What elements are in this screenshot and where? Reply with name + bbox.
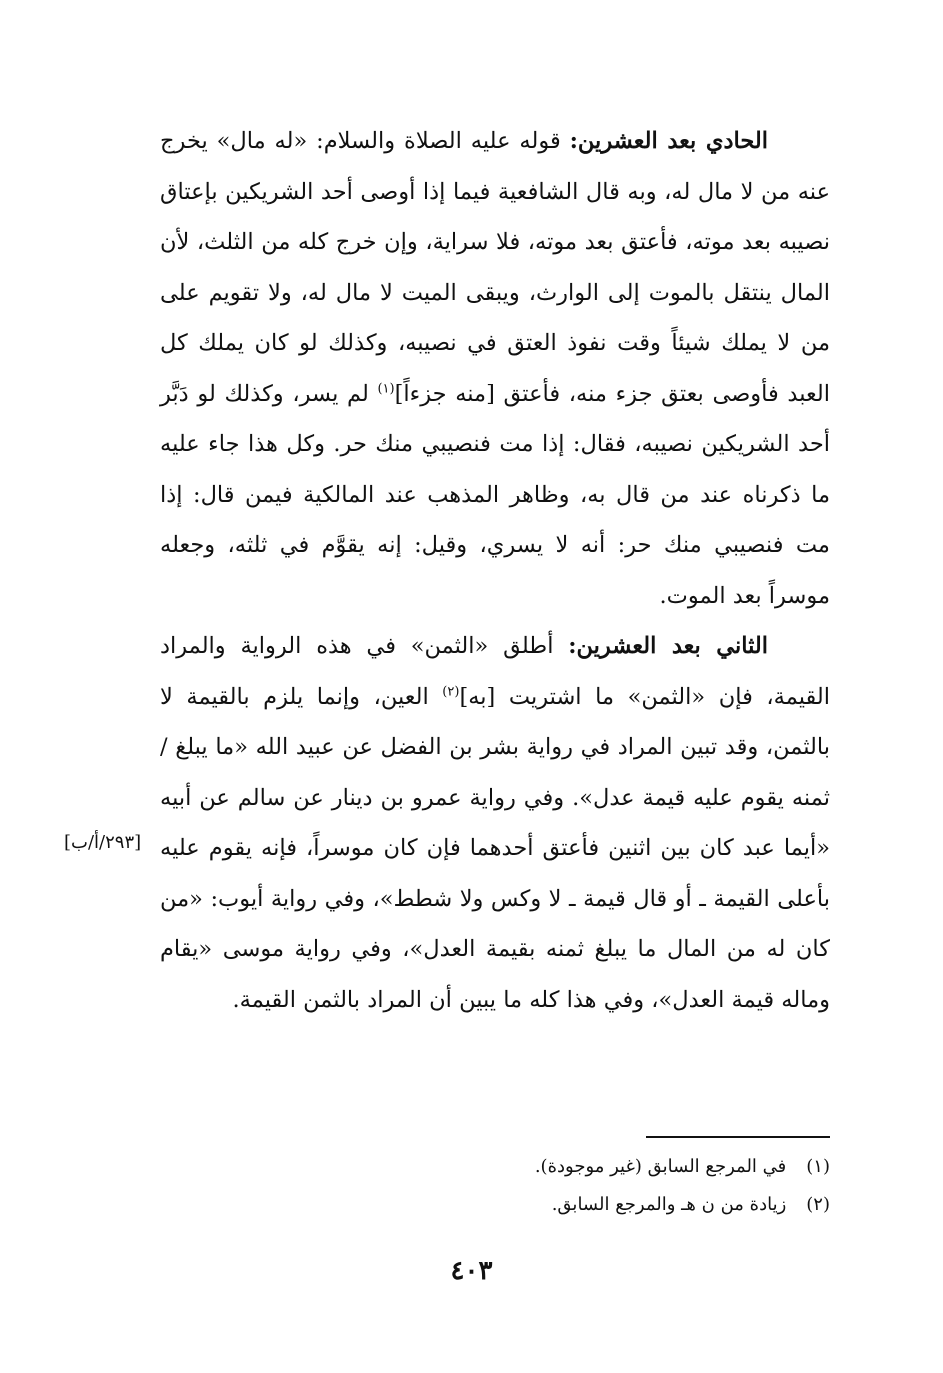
footnote-1-text: في المرجع السابق (غير موجودة). [534,1156,787,1177]
footnote-ref-1: (١) [377,381,395,396]
paragraph-1 [160,116,830,621]
footnote-separator [646,1136,830,1138]
footnotes [300,1148,830,1224]
paragraph-1-heading: الحادي بعد العشرين: [569,128,768,154]
footnote-2 [300,1186,830,1224]
main-text [160,116,830,1025]
paragraph-2-text-continued: العين، وإنما يلزم بالقيمة لا بالثمن، وقد تبين المراد في رواية بشر بن الفضل عن عبيد الله «ما يبلغ / ثمنه يقوم عليه قيمة عدل». وفي رواية عمرو بن دينار عن سالم عن أبيه «أيما عبد كان بين اثنين فأعتق أحدهما فإن كان موسراً، فإنه يقوم عليه بأعلى القيمة ـ أو قال قيمة ـ لا وكس ولا شطط»، وفي رواية أيوب: «من كان له من المال ما يبلغ ثمنه بقيمة العدل»، وفي رواية موسى «يقام وماله قيمة العدل»، وفي هذا كله ما يبين أن المراد بالثمن القيمة. [160,683,830,1013]
manuscript-folio-marker: [٢٩٣/أ/ب] [64,832,142,853]
paragraph-2 [160,621,830,1025]
page-number: ٤٠٣ [450,1256,493,1286]
footnote-2-number: (٢) [806,1194,830,1215]
paragraph-2-text: أطلق «الثمن» في هذه الرواية والمراد القيمة، فإن «الثمن» ما اشتريت [به] [160,633,830,710]
footnote-ref-2: (٢) [442,684,460,699]
paragraph-1-text-continued: لم يسر، وكذلك لو دَبَّر أحد الشريكين نصيبه، فقال: إذا مت فنصيبي منك حر. وكل هذا جاء عليه ما ذكرناه عند من قال به، وظاهر المذهب عند المالكية فيمن قال: إذا مت فنصيبي منك حر: أنه لا يسري، وقيل: إنه يقوَّم في ثلثه، وجعله موسراً بعد الموت. [160,380,830,609]
footnote-1-number: (١) [806,1156,830,1177]
footnote-1 [300,1148,830,1186]
footnote-2-text: زيادة من ن هـ والمرجع السابق. [551,1194,787,1215]
paragraph-2-heading: الثاني بعد العشرين: [568,633,768,659]
paragraph-1-text: قوله عليه الصلاة والسلام: «له مال» يخرج عنه من لا مال له، وبه قال الشافعية فيما إذا أوصى أحد الشريكين بإعتاق نصيبه بعد موته، فأعتق بعد موته، فلا سراية، وإن خرج كله من الثلث، لأن المال ينتقل بالموت إلى الوارث، ويبقى الميت لا مال له، ولا تقويم على من لا يملك شيئاً وقت نفوذ العتق في نصيبه، وكذلك لو كان يملك كل العبد فأوصى بعتق جزء منه، فأعتق [منه جزءاً] [160,128,830,407]
